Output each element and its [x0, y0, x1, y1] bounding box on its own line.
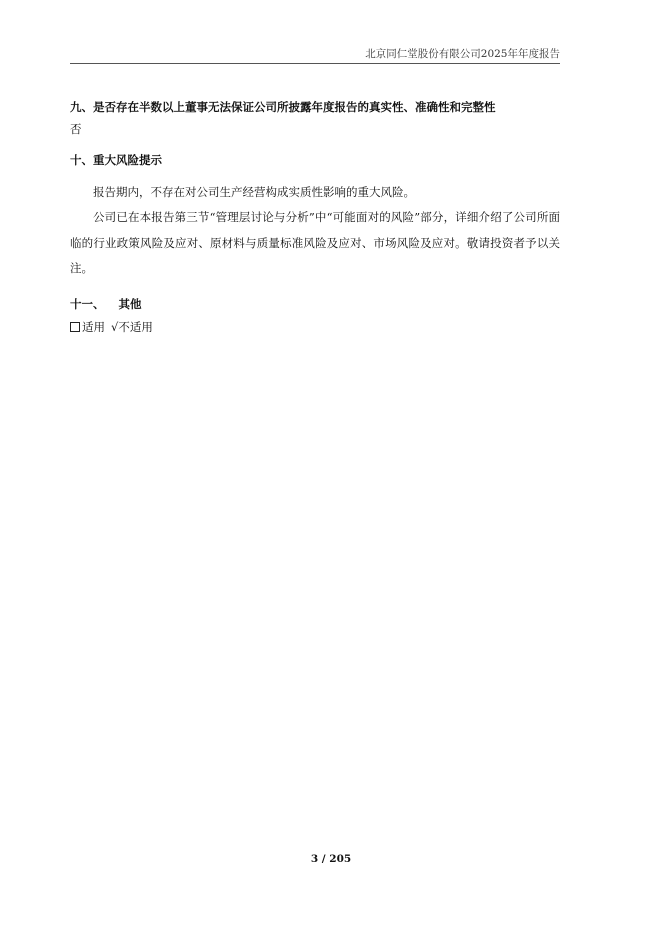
header-title: 北京同仁堂股份有限公司2025年年度报告: [365, 48, 560, 60]
section-ten-paragraph-1: 报告期内，不存在对公司生产经营构成实质性影响的重大风险。: [93, 185, 415, 199]
section-eleven-number: 十一、: [70, 297, 105, 311]
option-applicable-label: 适用: [82, 320, 105, 334]
page-header: [70, 44, 560, 64]
section-eleven-heading: [70, 296, 142, 312]
section-ten-paragraph-2: 公司已在本报告第三节“管理层讨论与分析”中“可能面对的风险”部分，详细介绍了公司所面临的行业政策风险及应对、原材料与质量标准风险及应对、市场风险及应对。敬请投资者予以关注。: [70, 210, 560, 275]
page-number: 3 / 205: [310, 853, 352, 865]
unchecked-box-icon: [70, 322, 80, 332]
section-ten-heading: 十、重大风险提示: [70, 153, 162, 167]
section-nine-answer: 否: [70, 122, 82, 136]
section-eleven-title: 其他: [118, 297, 142, 311]
section-nine-heading: 九、是否存在半数以上董事无法保证公司所披露年度报告的真实性、准确性和完整性: [70, 100, 496, 114]
applicability-options: [70, 319, 153, 335]
option-not-applicable-label: 不适用: [118, 320, 153, 334]
check-mark-icon: √: [111, 320, 119, 334]
